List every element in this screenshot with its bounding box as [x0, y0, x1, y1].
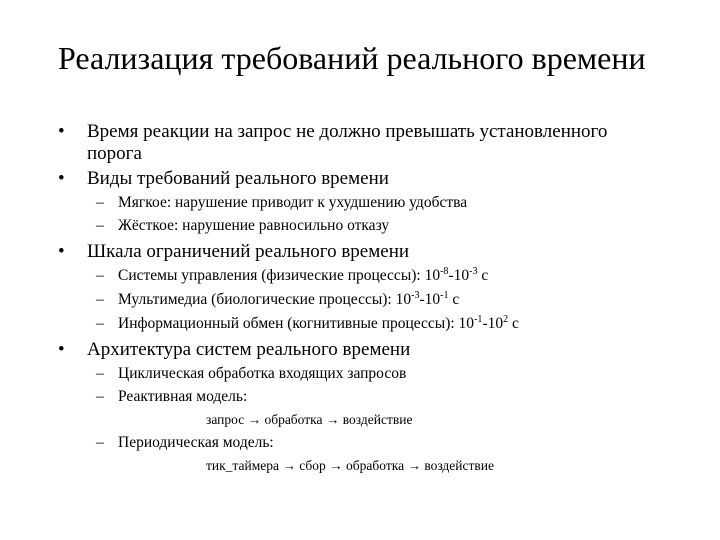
dash-icon: –	[96, 291, 104, 308]
dash-icon: –	[96, 267, 104, 284]
exponent: 2	[503, 314, 509, 326]
dash-icon: –	[96, 434, 104, 451]
subitem-text: Информационный обмен (когнитивные процессы): $10^{-1}-10^2$ с	[118, 314, 519, 332]
dash-icon: –	[96, 388, 104, 405]
dash-icon: –	[96, 365, 104, 382]
bullet-text-continuation: порога	[87, 143, 142, 164]
dash-icon: –	[96, 217, 104, 234]
bullet-icon: •	[58, 339, 65, 360]
reactive-model-flow: запрос → обработка → воздействие	[206, 412, 413, 427]
exponent: -1	[474, 314, 483, 326]
exponent: -1	[440, 290, 449, 302]
dash-icon: –	[96, 194, 104, 211]
subitem-text: Мультимедиа (биологические процессы): $10^{-3}-10^{-1}$ с	[118, 290, 460, 308]
periodic-model-flow: тик_таймера → сбор → обработка → воздействие	[206, 458, 495, 473]
subitem-text: Периодическая модель:	[118, 434, 274, 451]
bullet-text: Виды требований реального времени	[87, 168, 389, 189]
bullet-icon: •	[58, 121, 65, 142]
exponent: -3	[469, 266, 478, 278]
subitem-text: Циклическая обработка входящих запросов	[118, 365, 407, 382]
dash-icon: –	[96, 315, 104, 332]
bullet-icon: •	[58, 241, 65, 262]
subitem-text: Мягкое: нарушение приводит к ухудшению удобства	[118, 194, 468, 211]
bullet-text: Время реакции на запрос не должно превышать установленного	[87, 121, 608, 142]
subitem-text: Системы управления (физические процессы): $10^{-8}-10^{-3}$ с	[118, 266, 489, 284]
subitem-text: Жёсткое: нарушение равносильно отказу	[118, 217, 390, 234]
subitem-text: Реактивная модель:	[118, 388, 248, 405]
bullet-text: Архитектура систем реального времени	[87, 339, 411, 360]
exponent: -3	[411, 290, 420, 302]
bullet-icon: •	[58, 168, 65, 189]
bullet-text: Шкала ограничений реального времени	[87, 241, 410, 262]
exponent: -8	[440, 266, 449, 278]
slide-title: Реализация требований реального времени	[58, 40, 646, 76]
